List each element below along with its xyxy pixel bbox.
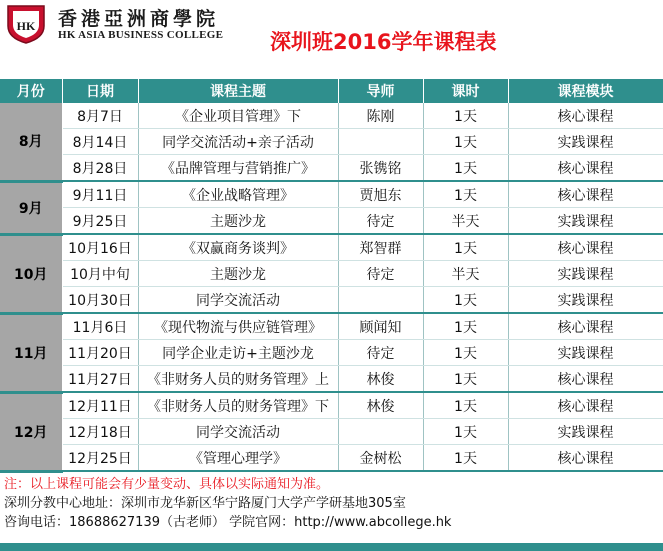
address-note: 深圳分教中心地址：深圳市龙华新区华宁路厦门大学产学研基地305室	[4, 496, 406, 511]
footer-notes	[0, 473, 663, 551]
tutor-cell: 待定	[338, 340, 423, 366]
tutor-cell: 贾旭东	[338, 181, 423, 208]
table-body	[0, 103, 663, 471]
disclaimer-note: 注：以上课程可能会有少量变动、具体以实际通知为准。	[4, 477, 330, 492]
month-cell: 12月	[0, 392, 62, 471]
table-row	[0, 181, 663, 208]
header-date: 日期	[62, 79, 138, 103]
date-cell: 10月中旬	[62, 261, 138, 287]
table-row	[0, 340, 663, 366]
date-cell: 12月18日	[62, 419, 138, 445]
college-name-english: HK ASIA BUSINESS COLLEGE	[58, 29, 224, 41]
table-row	[0, 392, 663, 419]
bottom-accent-bar	[0, 543, 663, 551]
tutor-cell: 张镌铭	[338, 155, 423, 182]
month-cell: 8月	[0, 103, 62, 181]
topic-cell: 《现代物流与供应链管理》	[138, 313, 338, 340]
topic-cell: 《企业战略管理》	[138, 181, 338, 208]
hours-cell: 1天	[423, 445, 508, 472]
date-cell: 12月11日	[62, 392, 138, 419]
contact-note: 咨询电话：18688627139（古老师） 学院官网：http://www.abcollege.hk	[4, 515, 452, 530]
module-cell: 核心课程	[508, 366, 663, 393]
badge-letters: HK	[16, 19, 36, 33]
tutor-cell: 金树松	[338, 445, 423, 472]
topic-cell: 《双赢商务谈判》	[138, 234, 338, 261]
date-cell: 8月14日	[62, 129, 138, 155]
table-row	[0, 129, 663, 155]
table-row	[0, 287, 663, 314]
date-cell: 8月28日	[62, 155, 138, 182]
tutor-cell: 郑智群	[338, 234, 423, 261]
topic-cell: 同学交流活动+亲子活动	[138, 129, 338, 155]
tutor-cell	[338, 129, 423, 155]
date-cell: 9月11日	[62, 181, 138, 208]
college-badge-icon	[4, 4, 48, 44]
module-cell: 核心课程	[508, 234, 663, 261]
hours-cell: 1天	[423, 366, 508, 393]
month-cell: 11月	[0, 313, 62, 392]
schedule-title: 深圳班2016学年课程表	[270, 30, 497, 54]
table-row	[0, 155, 663, 182]
date-cell: 12月25日	[62, 445, 138, 472]
module-cell: 核心课程	[508, 313, 663, 340]
module-cell: 实践课程	[508, 208, 663, 235]
hours-cell: 1天	[423, 287, 508, 314]
table-row	[0, 313, 663, 340]
tutor-cell: 林俊	[338, 366, 423, 393]
tutor-cell: 待定	[338, 261, 423, 287]
hours-cell: 半天	[423, 261, 508, 287]
module-cell: 核心课程	[508, 103, 663, 129]
topic-cell: 同学企业走访+主题沙龙	[138, 340, 338, 366]
page-header	[0, 0, 663, 72]
topic-cell: 《管理心理学》	[138, 445, 338, 472]
header-topic: 课程主题	[138, 79, 338, 103]
table-row	[0, 103, 663, 129]
college-name-chinese: 香港亞洲商學院	[58, 8, 220, 30]
course-schedule-table	[0, 79, 663, 473]
module-cell: 核心课程	[508, 181, 663, 208]
module-cell: 实践课程	[508, 419, 663, 445]
hours-cell: 1天	[423, 181, 508, 208]
module-cell: 核心课程	[508, 445, 663, 472]
table-row	[0, 261, 663, 287]
date-cell: 11月6日	[62, 313, 138, 340]
tutor-cell: 待定	[338, 208, 423, 235]
topic-cell: 《非财务人员的财务管理》下	[138, 392, 338, 419]
table-row	[0, 234, 663, 261]
module-cell: 实践课程	[508, 261, 663, 287]
module-cell: 核心课程	[508, 155, 663, 182]
tutor-cell: 林俊	[338, 392, 423, 419]
hours-cell: 半天	[423, 208, 508, 235]
topic-cell: 主题沙龙	[138, 208, 338, 235]
date-cell: 10月16日	[62, 234, 138, 261]
hours-cell: 1天	[423, 419, 508, 445]
module-cell: 核心课程	[508, 392, 663, 419]
date-cell: 9月25日	[62, 208, 138, 235]
month-cell: 10月	[0, 234, 62, 313]
topic-cell: 同学交流活动	[138, 287, 338, 314]
module-cell: 实践课程	[508, 129, 663, 155]
topic-cell: 《企业项目管理》下	[138, 103, 338, 129]
header-module: 课程模块	[508, 79, 663, 103]
hours-cell: 1天	[423, 313, 508, 340]
tutor-cell	[338, 287, 423, 314]
module-cell: 实践课程	[508, 287, 663, 314]
topic-cell: 主题沙龙	[138, 261, 338, 287]
table-row	[0, 208, 663, 235]
date-cell: 11月27日	[62, 366, 138, 393]
module-cell: 实践课程	[508, 340, 663, 366]
tutor-cell: 顾闻知	[338, 313, 423, 340]
topic-cell: 同学交流活动	[138, 419, 338, 445]
tutor-cell	[338, 419, 423, 445]
date-cell: 10月30日	[62, 287, 138, 314]
hours-cell: 1天	[423, 340, 508, 366]
table-row	[0, 366, 663, 393]
header-month: 月份	[0, 79, 62, 103]
hours-cell: 1天	[423, 129, 508, 155]
topic-cell: 《非财务人员的财务管理》上	[138, 366, 338, 393]
hours-cell: 1天	[423, 103, 508, 129]
topic-cell: 《品牌管理与营销推广》	[138, 155, 338, 182]
hours-cell: 1天	[423, 155, 508, 182]
table-header-row	[0, 79, 663, 103]
tutor-cell: 陈刚	[338, 103, 423, 129]
date-cell: 11月20日	[62, 340, 138, 366]
header-hours: 课时	[423, 79, 508, 103]
date-cell: 8月7日	[62, 103, 138, 129]
table-row	[0, 445, 663, 472]
month-cell: 9月	[0, 181, 62, 234]
hours-cell: 1天	[423, 234, 508, 261]
table-row	[0, 419, 663, 445]
header-tutor: 导师	[338, 79, 423, 103]
hours-cell: 1天	[423, 392, 508, 419]
